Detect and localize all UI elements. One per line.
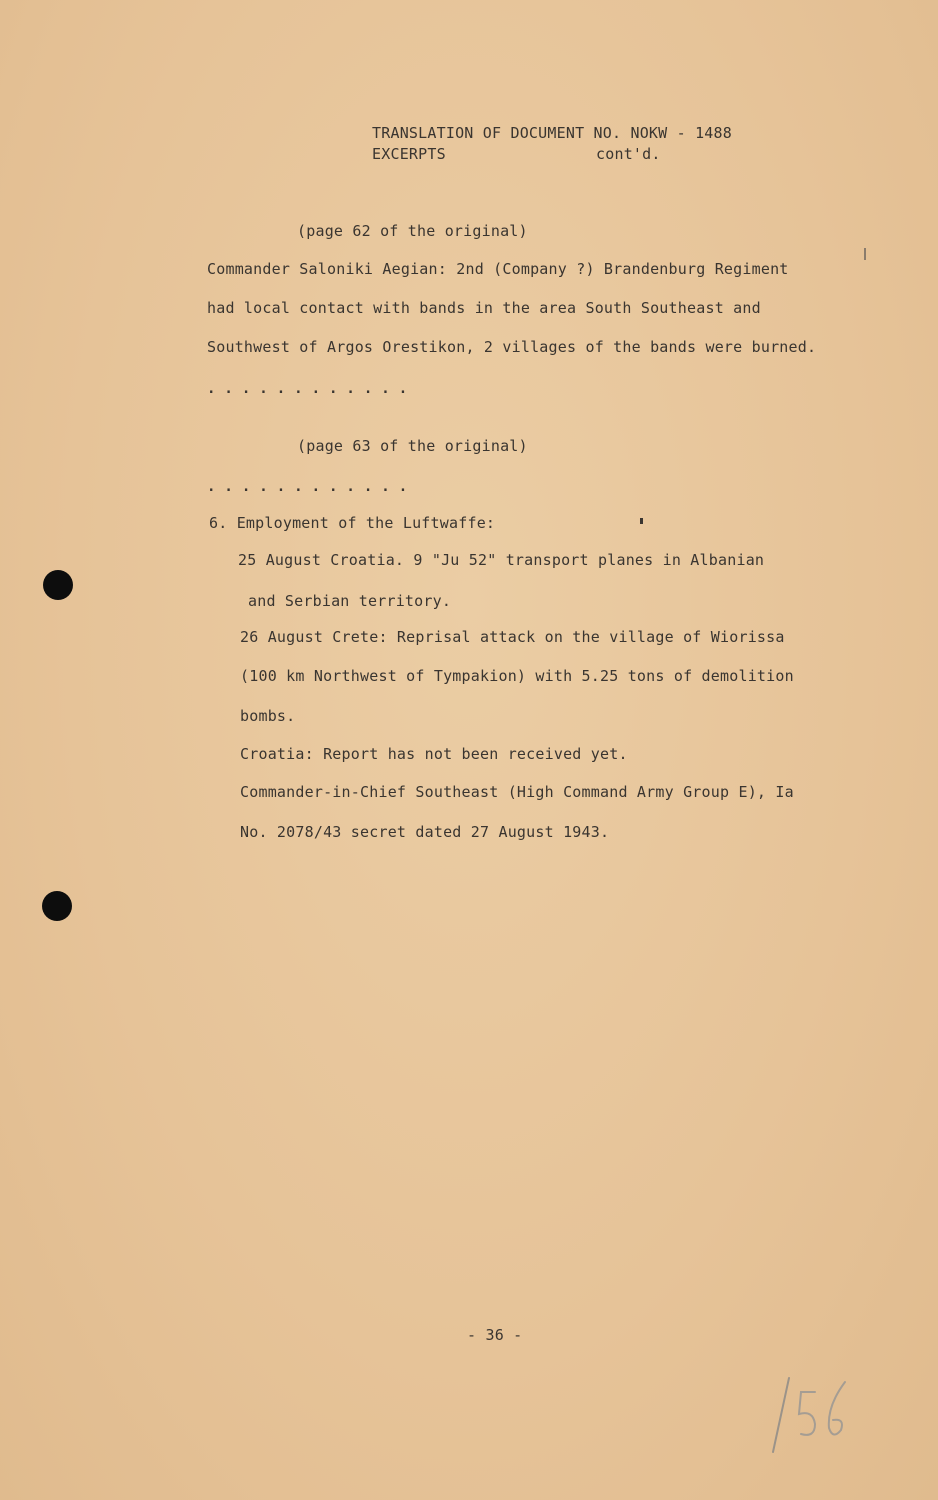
page-number: - 36 - bbox=[467, 1326, 523, 1344]
punch-hole bbox=[42, 891, 72, 921]
body-line: 25 August Croatia. 9 "Ju 52" transport planes in Albanian bbox=[238, 551, 765, 569]
ellipsis-divider: ............ bbox=[207, 479, 417, 495]
header-title: TRANSLATION OF DOCUMENT NO. NOKW - 1488 bbox=[372, 124, 732, 142]
body-line: 26 August Crete: Reprisal attack on the village of Wiorissa bbox=[240, 628, 785, 646]
page-reference: (page 63 of the original) bbox=[297, 437, 528, 455]
handwritten-page-number bbox=[765, 1370, 865, 1460]
body-line: No. 2078/43 secret dated 27 August 1943. bbox=[240, 823, 610, 841]
punch-hole bbox=[43, 570, 73, 600]
header-excerpts: EXCERPTS bbox=[372, 145, 446, 163]
body-line: Croatia: Report has not been received yet. bbox=[240, 745, 628, 763]
body-line: and Serbian territory. bbox=[248, 592, 452, 610]
body-line: Commander Saloniki Aegian: 2nd (Company ?) Brandenburg Regiment bbox=[207, 260, 789, 278]
page-reference: (page 62 of the original) bbox=[297, 222, 528, 240]
ink-speck bbox=[640, 518, 643, 524]
item-heading: 6. Employment of the Luftwaffe: bbox=[209, 514, 496, 532]
header-contd: cont'd. bbox=[596, 145, 661, 163]
body-line: (100 km Northwest of Tympakion) with 5.25 tons of demolition bbox=[240, 667, 794, 685]
body-line: Southwest of Argos Orestikon, 2 villages of the bands were burned. bbox=[207, 338, 817, 356]
ink-speck bbox=[864, 248, 866, 260]
body-line: bombs. bbox=[240, 707, 296, 725]
body-line: Commander-in-Chief Southeast (High Command Army Group E), Ia bbox=[240, 783, 794, 801]
body-line: had local contact with bands in the area South Southeast and bbox=[207, 299, 761, 317]
ellipsis-divider: ............ bbox=[207, 381, 417, 397]
